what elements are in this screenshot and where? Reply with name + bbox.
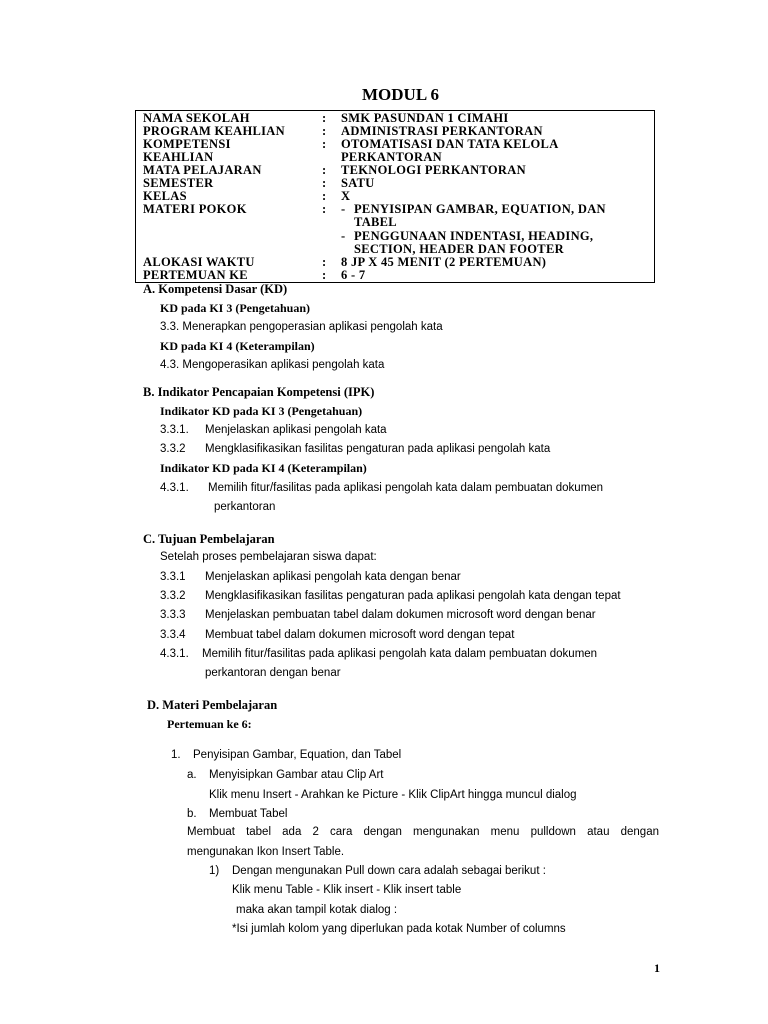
label-kompetensi: KOMPETENSI — [143, 137, 231, 151]
label-mata-pelajaran: MATA PELAJARAN — [143, 163, 262, 177]
kd4-item: 4.3. Mengoperasikan aplikasi pengolah kata — [160, 359, 385, 371]
value-nama-sekolah: SMK PASUNDAN 1 CIMAHI — [341, 111, 509, 125]
sub-letter: b. — [187, 808, 197, 820]
value-kompetensi-cont: PERKANTORAN — [341, 150, 442, 164]
tujuan-number: 4.3.1. — [160, 648, 189, 660]
label-alokasi-waktu: ALOKASI WAKTU — [143, 255, 255, 269]
value-semester: SATU — [341, 176, 375, 190]
step-subnote: *Isi jumlah kolom yang diperlukan pada kotak Number of columns — [232, 923, 566, 935]
sub-detail: Klik menu Insert - Arahkan ke Picture - Klik ClipArt hingga muncul dialog — [209, 789, 577, 801]
ipk-kd3-heading: Indikator KD pada KI 3 (Pengetahuan) — [160, 404, 363, 418]
materi-item-2-dash: - — [341, 229, 346, 243]
value-pertemuan-ke: 6 - 7 — [341, 268, 366, 282]
colon: : — [322, 255, 327, 269]
ipk-text: Memilih fitur/fasilitas pada aplikasi pengolah kata dalam pembuatan dokumen — [208, 482, 604, 494]
colon: : — [322, 137, 327, 151]
paragraph-line: mengunakan Ikon Insert Table. — [187, 846, 345, 858]
ipk-number: 4.3.1. — [160, 482, 189, 494]
page-title: MODUL 6 — [362, 85, 439, 104]
materi-item-1-dash: - — [341, 202, 346, 216]
label-semester: SEMESTER — [143, 176, 214, 190]
step-number: 1) — [209, 865, 220, 877]
ipk-text: Mengklasifikasikan fasilitas pengaturan pada aplikasi pengolah kata — [205, 443, 551, 455]
colon: : — [322, 163, 327, 177]
ipk-number: 3.3.1. — [160, 424, 189, 436]
colon: : — [322, 189, 327, 203]
tujuan-number: 3.3.1 — [160, 571, 186, 583]
value-kompetensi: OTOMATISASI DAN TATA KELOLA — [341, 137, 559, 151]
colon: : — [322, 268, 327, 282]
step-text: Dengan mengunakan Pull down cara adalah sebagai berikut : — [232, 865, 546, 877]
ipk-text-cont: perkantoran — [214, 501, 276, 513]
label-program-keahlian: PROGRAM KEAHLIAN — [143, 124, 285, 138]
kd4-heading: KD pada KI 4 (Keterampilan) — [160, 339, 315, 353]
ipk-text: Menjelaskan aplikasi pengolah kata — [205, 424, 387, 436]
step-detail: Klik menu Table - Klik insert - Klik insert table — [232, 884, 462, 896]
label-pertemuan-ke: PERTEMUAN KE — [143, 268, 248, 282]
label-materi-pokok: MATERI POKOK — [143, 202, 247, 216]
label-nama-sekolah: NAMA SEKOLAH — [143, 111, 250, 125]
colon: : — [322, 111, 327, 125]
tujuan-number: 3.3.2 — [160, 590, 186, 602]
kd3-item: 3.3. Menerapkan pengoperasian aplikasi pengolah kata — [160, 321, 443, 333]
ipk-number: 3.3.2 — [160, 443, 186, 455]
meeting-heading: Pertemuan ke 6: — [167, 717, 252, 731]
tujuan-number: 3.3.3 — [160, 609, 186, 621]
colon: : — [322, 176, 327, 190]
step-note: maka akan tampil kotak dialog : — [236, 904, 398, 916]
value-alokasi-waktu: 8 JP X 45 MENIT (2 PERTEMUAN) — [341, 255, 547, 269]
tujuan-text: Menjelaskan pembuatan tabel dalam dokumen microsoft word dengan benar — [205, 609, 596, 621]
materi-text: Penyisipan Gambar, Equation, dan Tabel — [193, 749, 402, 761]
label-keahlian: KEAHLIAN — [143, 150, 214, 164]
colon: : — [322, 202, 327, 216]
page-number: 1 — [654, 961, 660, 975]
tujuan-text: Membuat tabel dalam dokumen microsoft word dengan tepat — [205, 629, 515, 641]
value-mata-pelajaran: TEKNOLOGI PERKANTORAN — [341, 163, 526, 177]
tujuan-text: Menjelaskan aplikasi pengolah kata dengan benar — [205, 571, 461, 583]
colon: : — [322, 124, 327, 138]
label-kelas: KELAS — [143, 189, 187, 203]
materi-item-1-cont: TABEL — [354, 215, 397, 229]
tujuan-text-cont: perkantoran dengan benar — [205, 667, 341, 679]
paragraph-line: Membuat tabel ada 2 cara dengan mengunakan menu pulldown atau dengan — [187, 826, 659, 838]
materi-number: 1. — [171, 749, 181, 761]
sub-text: Menyisipkan Gambar atau Clip Art — [209, 769, 384, 781]
tujuan-intro: Setelah proses pembelajaran siswa dapat: — [160, 551, 377, 563]
section-b-title: B. Indikator Pencapaian Kompetensi (IPK) — [143, 385, 375, 399]
kd3-heading: KD pada KI 3 (Pengetahuan) — [160, 301, 311, 315]
section-d-title: D. Materi Pembelajaran — [147, 698, 278, 712]
section-c-title: C. Tujuan Pembelajaran — [143, 532, 275, 546]
sub-text: Membuat Tabel — [209, 808, 288, 820]
materi-item-2: PENGGUNAAN INDENTASI, HEADING, — [354, 229, 594, 243]
tujuan-text: Mengklasifikasikan fasilitas pengaturan pada aplikasi pengolah kata dengan tepat — [205, 590, 621, 602]
value-program-keahlian: ADMINISTRASI PERKANTORAN — [341, 124, 543, 138]
section-a-title: A. Kompetensi Dasar (KD) — [143, 282, 288, 296]
ipk-kd4-heading: Indikator KD pada KI 4 (Keterampilan) — [160, 461, 367, 475]
sub-letter: a. — [187, 769, 197, 781]
value-kelas: X — [341, 189, 351, 203]
materi-item-1: PENYISIPAN GAMBAR, EQUATION, DAN — [354, 202, 606, 216]
materi-item-2-cont: SECTION, HEADER DAN FOOTER — [354, 242, 564, 256]
tujuan-number: 3.3.4 — [160, 629, 186, 641]
tujuan-text: Memilih fitur/fasilitas pada aplikasi pengolah kata dalam pembuatan dokumen — [202, 648, 598, 660]
